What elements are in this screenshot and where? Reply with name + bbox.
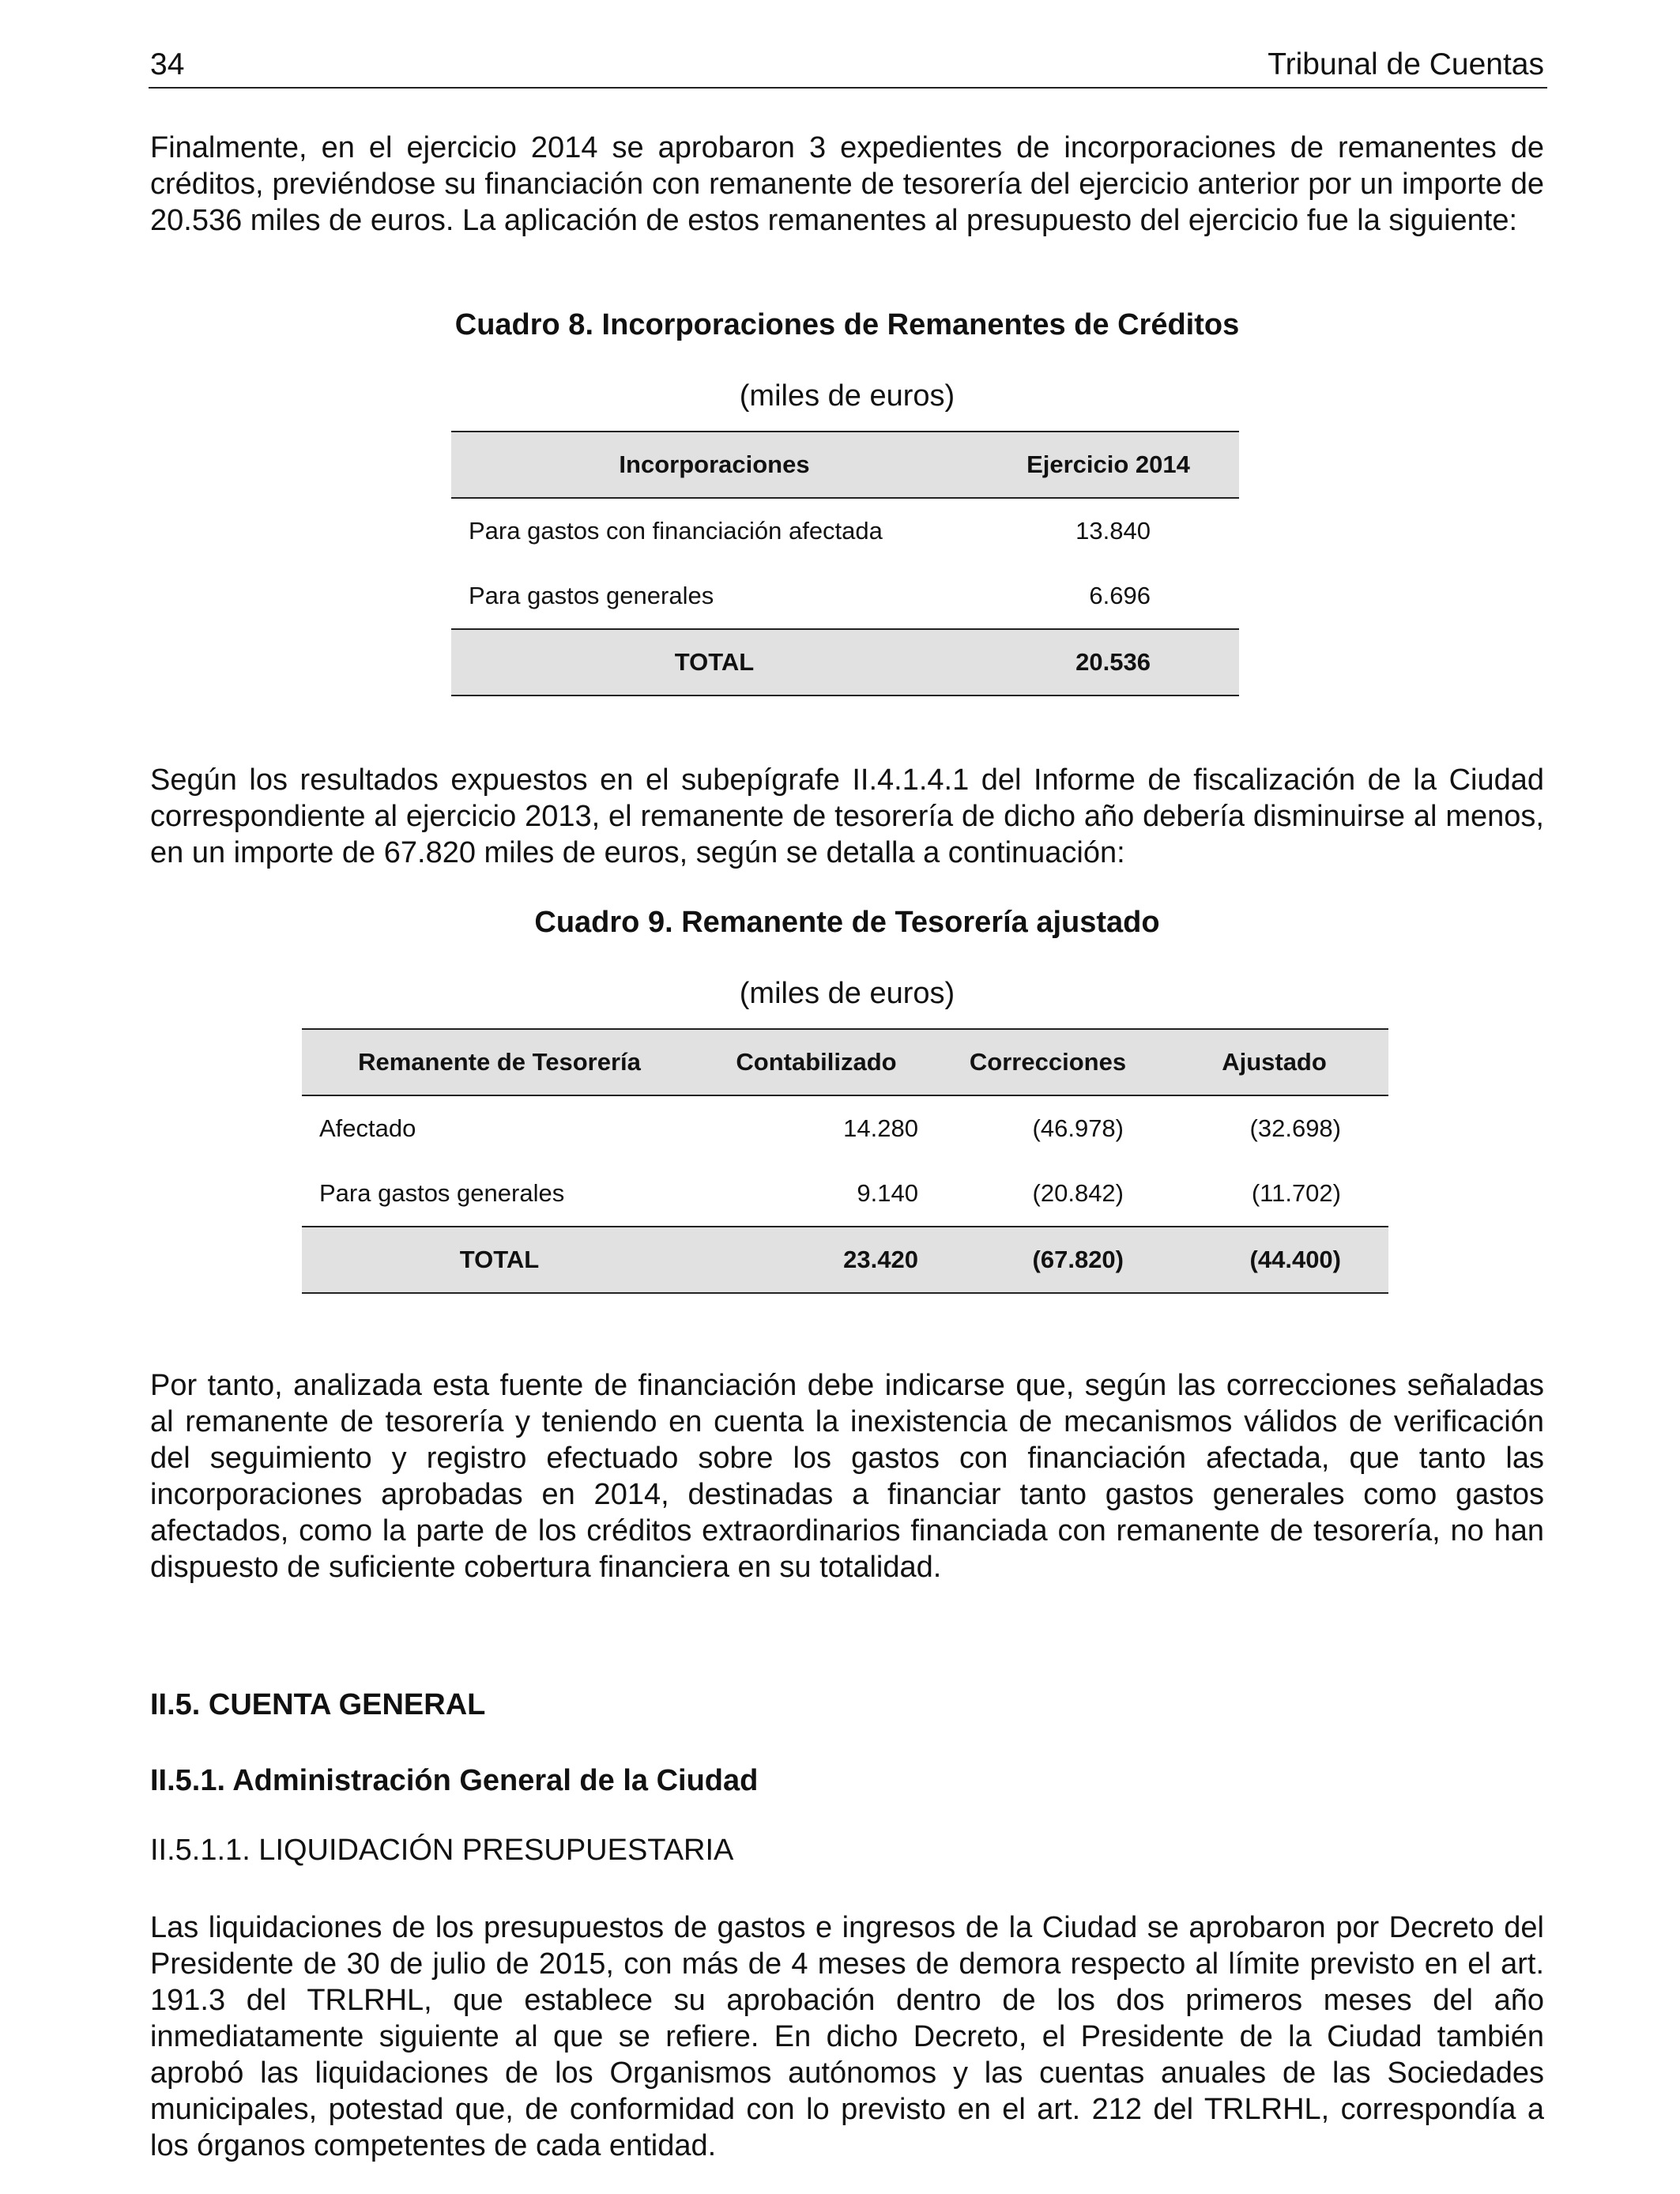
column-header: Ejercicio 2014 — [977, 432, 1239, 498]
table-cell: TOTAL — [451, 629, 977, 696]
page-header — [149, 46, 1547, 89]
column-header: Ajustado — [1160, 1029, 1388, 1095]
running-title: Tribunal de Cuentas — [1268, 47, 1544, 81]
column-header: Contabilizado — [697, 1029, 936, 1095]
section-heading: II.5. CUENTA GENERAL — [150, 1688, 486, 1721]
table-cell: Afectado — [319, 1114, 416, 1142]
table-total-row — [302, 1227, 1388, 1293]
table9-caption: Cuadro 9. Remanente de Tesorería ajustado — [534, 906, 1160, 939]
table-row — [451, 498, 1239, 564]
paragraph-remanente: Según los resultados expuestos en el subepígrafe II.4.1.4.1 del Informe de fiscalización de la Ciudad correspondiente al ejercicio 2013, el remanente de tesorería de dicho año debería disminuirse al menos, en un importe de 67.820 miles de euros, según se detalla a continuación: — [150, 763, 1544, 869]
table-cell: Para gastos con financiación afectada — [469, 517, 883, 545]
table-remanente-tesoreria — [302, 1028, 1388, 1294]
table-cell: 23.420 — [697, 1227, 936, 1293]
column-header: Correcciones — [936, 1029, 1160, 1095]
table8-units: (miles de euros) — [739, 379, 955, 413]
table-cell: (11.702) — [1251, 1179, 1341, 1207]
table-cell: 13.840 — [1075, 517, 1151, 545]
table-row — [451, 564, 1239, 629]
table-cell: 6.696 — [1089, 582, 1151, 609]
paragraph-conclusion: Por tanto, analizada esta fuente de financiación debe indicarse que, según las correcciones señaladas al remanente de tesorería y teniendo en cuenta la inexistencia de mecanismos válidos de verificación del seguimiento y registro efectuado sobre los gastos con financiación afectada, que tanto las incorporaciones aprobadas en 2014, destinadas a financiar tanto gastos generales como gastos afectados, como la parte de los créditos extraordinarios financiada con remanente de tesorería, no han dispuesto de suficiente cobertura financiera en su totalidad. — [150, 1369, 1544, 1584]
table-cell: (32.698) — [1249, 1114, 1341, 1142]
table-cell: Para gastos generales — [319, 1179, 565, 1207]
table-total-row — [451, 629, 1239, 696]
table-cell: (20.842) — [1032, 1179, 1124, 1207]
column-header: Remanente de Tesorería — [302, 1029, 697, 1095]
table-row — [302, 1095, 1388, 1161]
table-incorporaciones — [451, 431, 1239, 696]
table-cell: 20.536 — [977, 629, 1239, 696]
table-cell: 14.280 — [843, 1114, 918, 1142]
subsection-heading: II.5.1. Administración General de la Ciudad — [150, 1764, 759, 1797]
table-cell: (67.820) — [936, 1227, 1160, 1293]
page-number: 34 — [150, 47, 185, 81]
table-cell: 9.140 — [857, 1179, 918, 1207]
subsubsection-heading: II.5.1.1. LIQUIDACIÓN PRESUPUESTARIA — [150, 1834, 734, 1867]
table8-caption: Cuadro 8. Incorporaciones de Remanentes de Créditos — [454, 308, 1240, 341]
table-cell: Para gastos generales — [469, 582, 714, 609]
paragraph-liquidaciones: Las liquidaciones de los presupuestos de gastos e ingresos de la Ciudad se aprobaron por Decreto del Presidente de 30 de julio de 2015, con más de 4 meses de demora respecto al límite previsto en el art. 191.3 del TRLRHL, que establece su aprobación dentro de los dos primeros meses del año inmediatamente siguiente al que se refiere. En dicho Decreto, el Presidente de la Ciudad también aprobó las liquidaciones de los Organismos autónomos y las cuentas anuales de las Sociedades municipales, potestad que, de conformidad con lo previsto en el art. 212 del TRLRHL, correspondía a los órganos competentes de cada entidad. — [150, 1911, 1544, 2162]
table-row — [302, 1161, 1388, 1227]
column-header: Incorporaciones — [451, 432, 977, 498]
table-cell: TOTAL — [302, 1227, 697, 1293]
table-cell: (44.400) — [1160, 1227, 1388, 1293]
table-header-row — [451, 432, 1239, 498]
paragraph-incorporaciones: Finalmente, en el ejercicio 2014 se aprobaron 3 expedientes de incorporaciones de remanentes de créditos, previéndose su financiación con remanente de tesorería del ejercicio anterior por un importe de 20.536 miles de euros. La aplicación de estos remanentes al presupuesto del ejercicio fue la siguiente: — [150, 131, 1544, 237]
table-cell: (46.978) — [1032, 1114, 1124, 1142]
table-header-row — [302, 1029, 1388, 1095]
table9-units: (miles de euros) — [739, 977, 955, 1010]
